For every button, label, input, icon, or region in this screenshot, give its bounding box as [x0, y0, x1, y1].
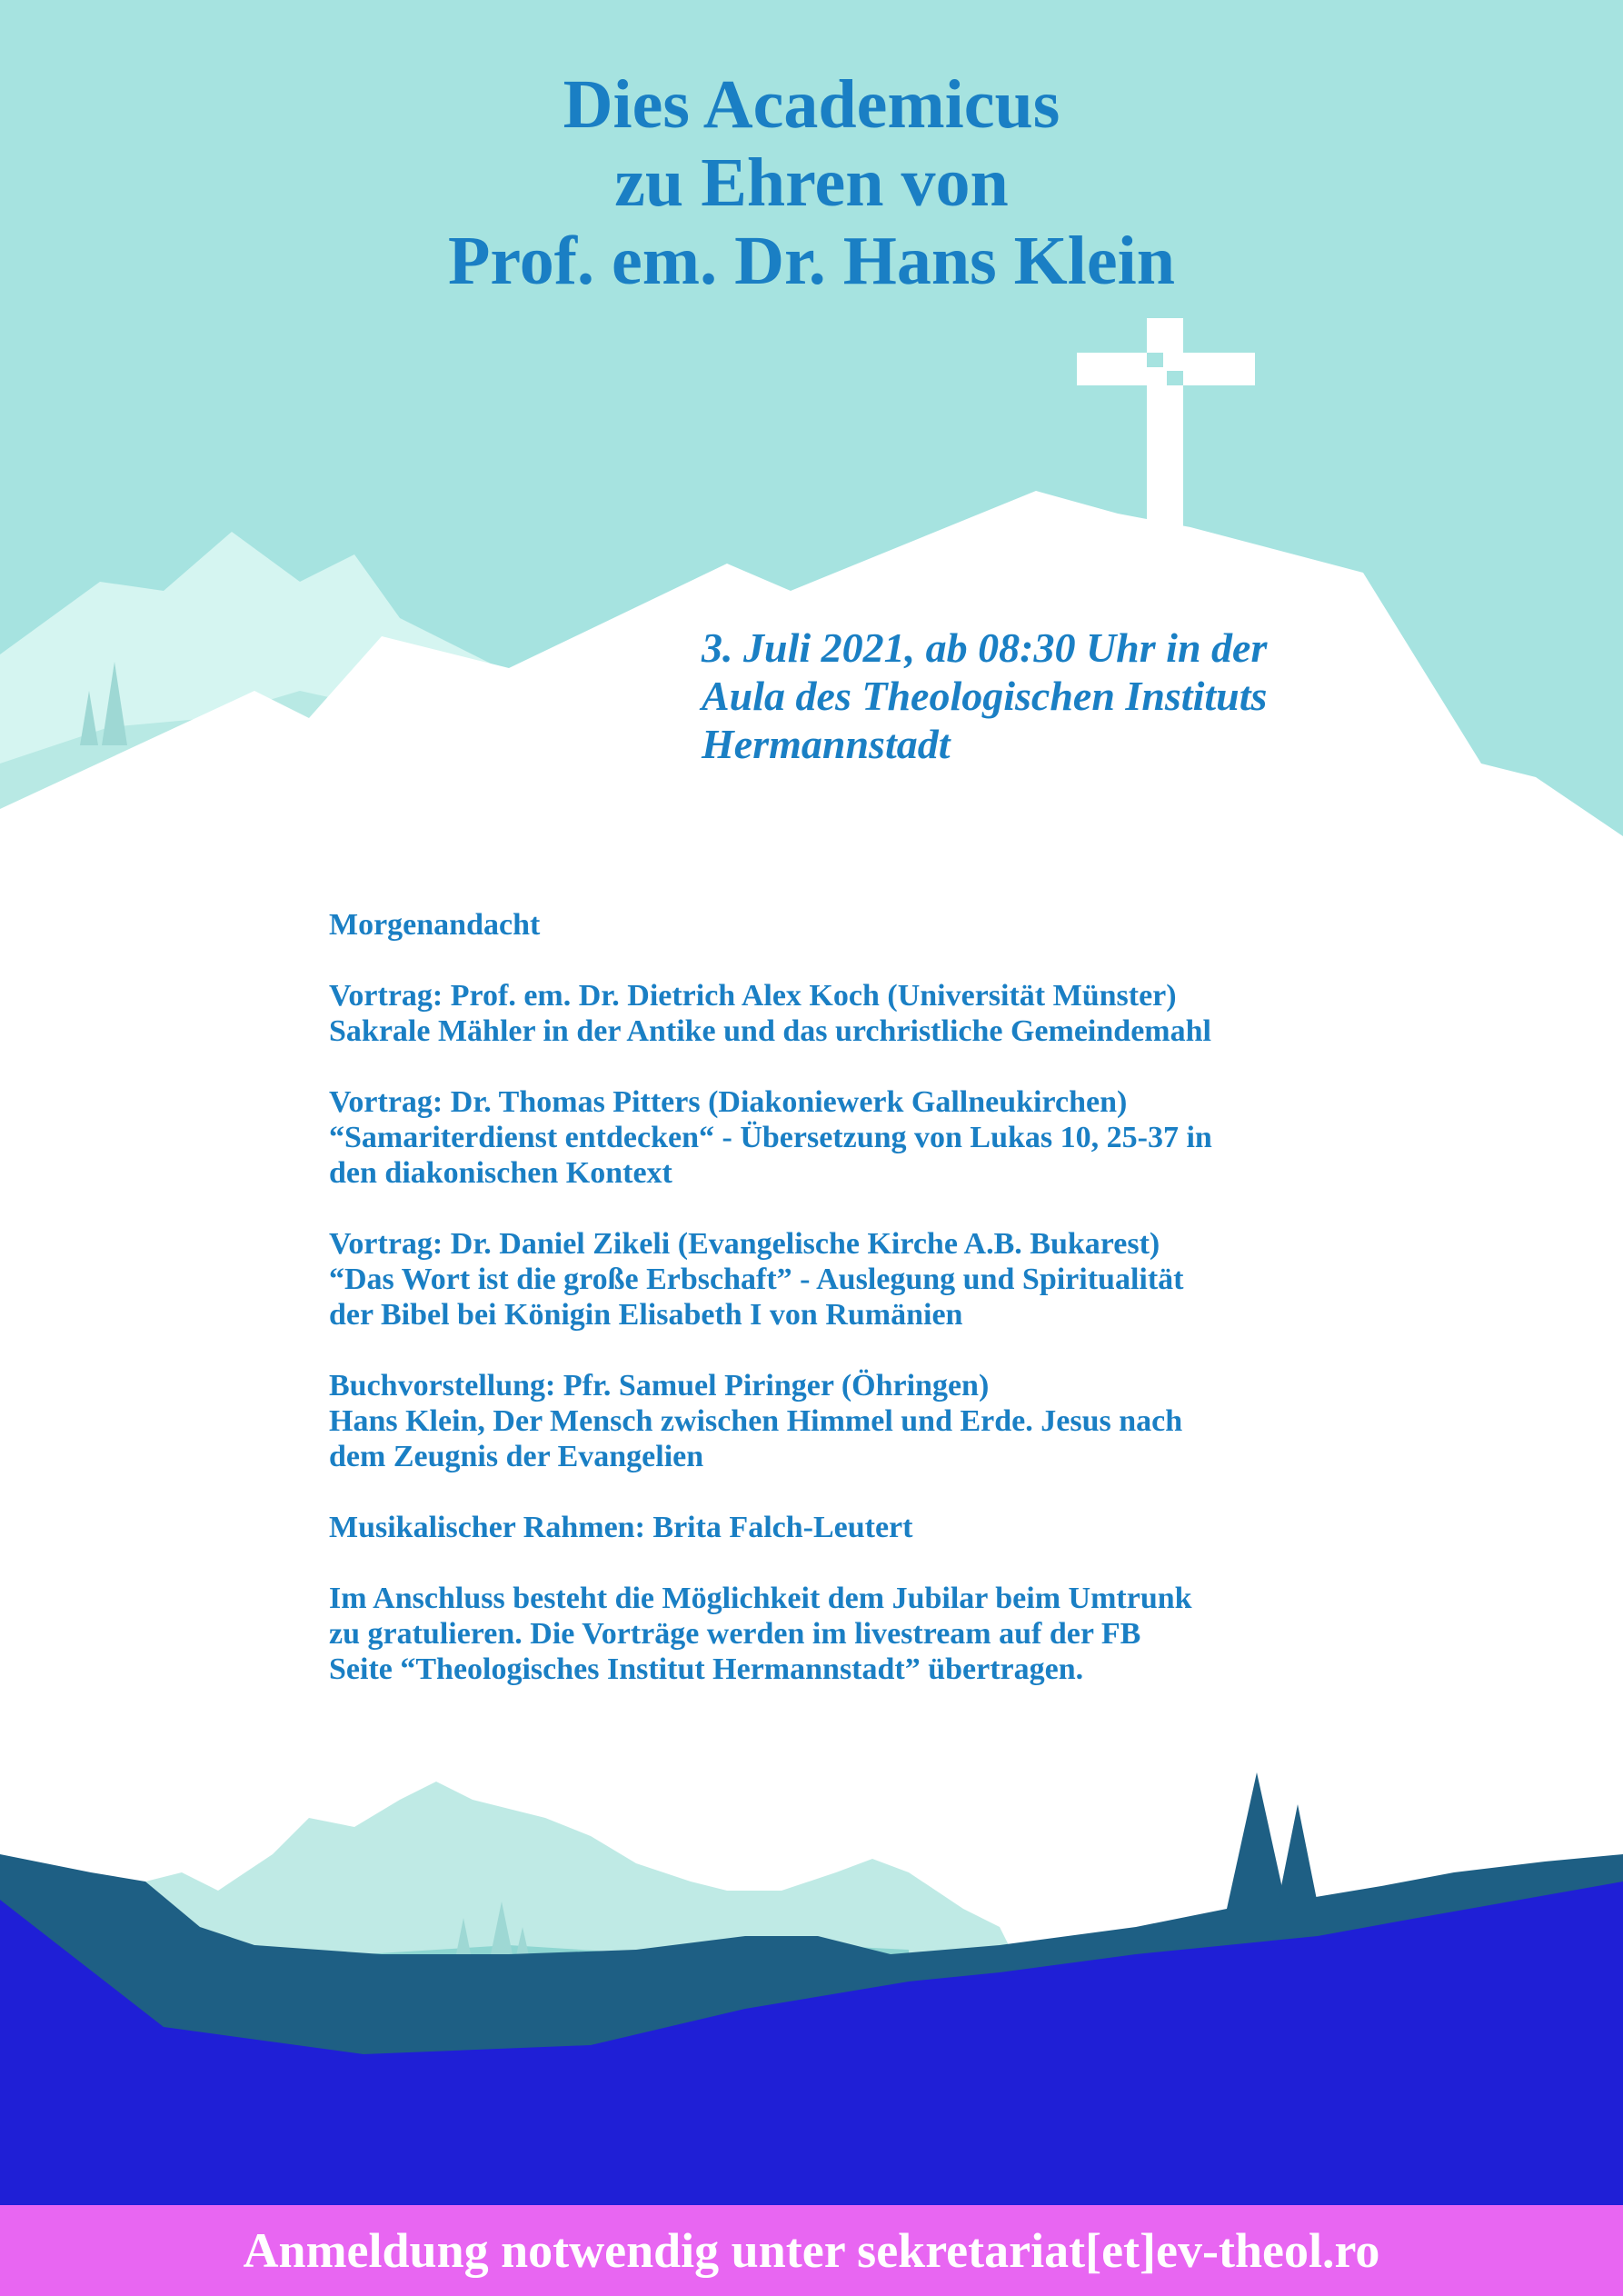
program-line: “Das Wort ist die große Erbschaft” - Auslegung und Spiritualität — [329, 1263, 1184, 1296]
program-line: Vortrag: Dr. Daniel Zikeli (Evangelische Kirche A.B. Bukarest) — [329, 1227, 1160, 1261]
date-location — [702, 624, 1574, 768]
program-line: Im Anschluss besteht die Möglichkeit dem Jubilar beim Umtrunk — [329, 1582, 1192, 1615]
registration-text: Anmeldung notwendig unter sekretariat[et]ev-theol.ro — [243, 2223, 1380, 2278]
program-line: den diakonischen Kontext — [329, 1156, 672, 1190]
program-line: Vortrag: Dr. Thomas Pitters (Diakoniewerk Gallneukirchen) — [329, 1085, 1128, 1119]
tree-icon — [1227, 1772, 1287, 1909]
event-title — [0, 65, 1623, 300]
program-item-morning-devotion — [329, 907, 1401, 943]
program-line: dem Zeugnis der Evangelien — [329, 1440, 704, 1473]
title-line: Dies Academicus — [563, 66, 1060, 143]
venue-line: Aula des Theologischen Instituts — [702, 673, 1268, 719]
tree-icon — [1277, 1804, 1319, 1909]
program-item-lecture-pitters — [329, 1084, 1401, 1191]
program-line: Morgenandacht — [329, 908, 541, 942]
program-item-lecture-koch — [329, 978, 1401, 1049]
program-line: Vortrag: Prof. em. Dr. Dietrich Alex Koch (Universität Münster) — [329, 979, 1177, 1013]
program-line: der Bibel bei Königin Elisabeth I von Rumänien — [329, 1298, 963, 1332]
program-line: Musikalischer Rahmen: Brita Falch-Leutert — [329, 1511, 913, 1544]
program-item-music — [329, 1510, 1401, 1545]
registration-banner — [0, 2205, 1623, 2296]
program-line: Sakrale Mähler in der Antike und das urchristliche Gemeindemahl — [329, 1014, 1211, 1048]
program-line: Hans Klein, Der Mensch zwischen Himmel und Erde. Jesus nach — [329, 1404, 1183, 1438]
city-line: Hermannstadt — [702, 721, 951, 767]
date-line: 3. Juli 2021, ab 08:30 Uhr in der — [702, 624, 1268, 671]
program-line: zu gratulieren. Die Vorträge werden im livestream auf der FB — [329, 1617, 1141, 1651]
title-line: Prof. em. Dr. Hans Klein — [447, 223, 1176, 299]
program-line: Buchvorstellung: Pfr. Samuel Piringer (Öhringen) — [329, 1369, 990, 1403]
program-item-lecture-zikeli — [329, 1226, 1401, 1333]
program-item-closing-note — [329, 1581, 1401, 1687]
lower-pale-hill — [145, 1782, 1018, 1963]
program-item-book-presentation — [329, 1368, 1401, 1474]
program-line: Seite “Theologisches Institut Hermannstadt” übertragen. — [329, 1652, 1084, 1686]
program-list — [329, 907, 1401, 1722]
program-line: “Samariterdienst entdecken“ - Übersetzung von Lukas 10, 25-37 in — [329, 1121, 1212, 1154]
title-line: zu Ehren von — [614, 145, 1009, 221]
